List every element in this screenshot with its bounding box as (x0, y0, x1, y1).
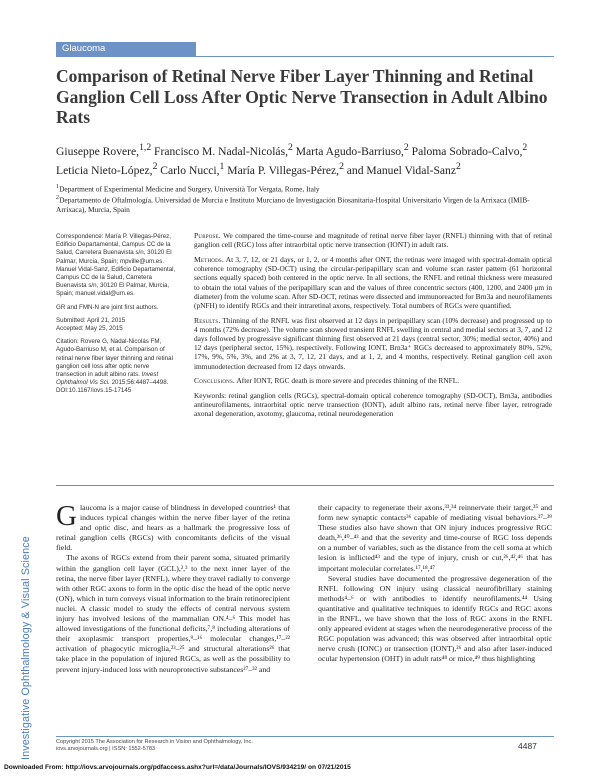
affiliations (56, 183, 556, 215)
abstract-conclusions: Conclusions. After IONT, RGC death is more severe and precedes thinning of the RNFL. (194, 376, 460, 386)
journal-side-label: Investigative Ophthalmology & Visual Science (20, 536, 32, 760)
copyright-footer: Copyright 2015 The Association for Research in Vision and Ophthalmology, Inc. iovs.arvojournals.org | ISSN: 1552-5783 (56, 739, 456, 754)
abstract-results: Results. Thinning of the RNFL was first observed at 12 days in peripapillary scan (10% decrease) and progressed up to 4 months (72% decrease). The volume scan showed transient RNFL swelling in central and medial sectors at 3, 7, and 12 days followed by progressive significant thinning first observed at 21 days (central sector, 30%; medial sector, 40%) and 12 days (peripheral sector, 15%), respectively. Following IONT, Brn3a⁺ RGCs decreased to approximately 80%, 52%, 17%, 9%, 5%, 3%, and 2% at 3, 7, 12, 21 days, and at 1, 2, and 4 months, respectively. Retinal ganglion cell axon immunodetection decreased from 12 days onwards. (194, 315, 552, 371)
body-column-right (318, 503, 552, 665)
affiliation-1: $^1$Department of Experimental Medicine and Surgery, Università Tor Vergata, Rome, Italy (56, 184, 320, 194)
abstract-methods: Methods. At 3, 7, 12, or 21 days, or 1, 2, or 4 months after ONT, the retinas were imaged with spectral-domain optical coherence tomography (SD-OCT) using the circular-peripapillary scan and volume scan raster pattern (61 horizontal sections equally spaced) both centered in the optic nerve. In all sections, the RNFL and retinal thickness were measured to obtain the total values of the peripapillary scan and the values of three concentric sectors (400, 1200, and 2400 μm in diameter) from the volume scan. After SD-OCT, retinas were dissected and immunoreacted for Brn3a and neurofilaments (pNFH) to identify RGCs and their intraretinal axons, respectively. Total numbers of RGCs were quantified. (194, 254, 552, 310)
journal-link[interactable]: iovs.arvojournals.org | ISSN: 1552-5783 (56, 746, 156, 753)
paragraph: Glaucoma is a major cause of blindness in developed countries¹ that induces typical changes within the nerve fiber layer of the retina and optic disc, and hears as a hallmark the progressive loss of retinal ganglion cells (RGCs) with concomitants deficits of the visual field. (56, 500, 290, 553)
drop-cap: G (56, 500, 77, 532)
keywords: Keywords: retinal ganglion cells (RGCs), spectral-domain optical coherence tomography (SD-OCT), Brn3a, antibodies antineurofilaments, intraorbital optic nerve transection (IONT), adult albino rats, retinal nerve fiber layer, retrograde axonal degeneration, axotomy, glaucoma, retinal neurodegeneration (194, 391, 552, 419)
affiliation-2: $^2$Departamento de Oftalmología, Universidad de Murcia e Instituto Murciano de Investigación Biosanitaria-Hospital Universitario Virgen de la Arrixaca (IMIB-Arrixaca), Murcia, Spain (56, 195, 530, 215)
correspondence: Correspondence: María P. Villegas-Pérez, Edificio Departamental, Campus CC de la Salud, Carretera Buenavista s/n, 30120 El Palmar, Murcia, Spain; mpville@um.es. Manuel Vidal-Sanz, Edificio Departamental, Campus CC de la Salud, Carretera Buenavista s/n, 30120 El Palmar, Murcia, Spain; manuel.vidal@um.es. (56, 233, 176, 298)
paragraph: their capacity to regenerate their axons,³³,³⁴ reinnervate their target,³⁵ and form new synaptic contacts³⁶ capable of mediating visual behaviors.³⁷–³⁹ These studies also have shown that ON injury induces progressive RGC death,²⁶,⁴⁰–⁴³ and that the severity and time-course of RGC loss depends on a number of variables, such as the distance from the cell soma at which lesion is inflicted⁴³ and the type of injury, crush or cut,²⁶,⁴²,⁴⁶ that has important molecular correlates.¹⁷,¹⁸,⁴⁷ (318, 503, 552, 573)
footer-rule (56, 736, 554, 737)
body-column-left (56, 500, 290, 675)
page-number: 4487 (518, 741, 537, 751)
download-source-line[interactable]: Downloaded From: http://iovs.arvojournals.org/pdfaccess.ashx?url=/data/Journals/IOVS/934219/ on 07/21/2015 (4, 764, 351, 771)
section-label: Glaucoma (56, 42, 196, 56)
paragraph: The axons of RGCs extend from their parent soma, situated primarily within the ganglion cell layer (GCL),²,³ to the next inner layer of the retina, the nerve fiber layer (RNFL), where they travel radially to converge with other RGC axons to form in the optic disc the head of the optic nerve (ON), which in turn conveys visual information to the brain retinorecipient nuclei. A classic model to study the effects of central nervous system injury has involved lesions of the mammalian ON.⁴–⁶ This model has allowed investigations of the functional deficits,⁷,⁸ including alterations of their axoplasmic transport properties,⁹–¹⁶ molecular changes,¹⁷–²² activation of phagocytic microglia,²³–²⁵ and structural alterations²⁶ that take place in the population of injured RGCs, as well as the possibility to prevent injury-induced loss with neuroprotective substances²⁷–³² and (56, 553, 290, 674)
header-rule (56, 56, 554, 57)
author-list: Giuseppe Rovere,$^{1,2}$ Francisco M. Nadal-Nicolás,$^2$ Marta Agudo-Barriuso,$^2$ Paloma Sobrado-Calvo,$^2$ Leticia Nieto-López,$^2$ Carlo Nucci,$^1$ María P. Villegas-Pérez,$^2$ and Manuel Vidal-Sanz$^2$ (56, 142, 528, 178)
citation: Citation: Rovere G, Nadal-Nicolás FM, Agudo-Barriuso M, et al. Comparison of retinal nerve fiber layer thinning and retinal ganglion cell loss after optic nerve transection in adult albino rats. Invest Ophthalmol Vis Sci. 2015;56:4487–4498. DOI:10.1167/iovs.15-17145 (56, 338, 173, 395)
article-title: Comparison of Retinal Nerve Fiber Layer Thinning and Retinal Ganglion Cell Loss After Optic Nerve Transection in Adult Albino Rats (56, 66, 548, 127)
paragraph: Several studies have documented the progressive degeneration of the RNFL following ON injury using classical neurofibrillary staining methods⁴–⁶ or with antibodies to identify neurofilaments.⁴⁴ Using quantitative and qualitative techniques to identify RGCs and RGC axons in the RNFL, we have shown that the loss of RGC axons in the RNFL only appeared evident at stages when the neurodegenerative process of the RGC population was advanced; this was observed after intraorbital optic nerve crush (IONC) or transection (IONT),²⁶ and also after laser-induced ocular hypertension (OHT) in adult rats⁴⁸ or mice,⁴⁹ thus highlighting (318, 573, 552, 664)
dates: Submitted: April 21, 2015 Accepted: May 25, 2015 (56, 316, 126, 333)
abstract (194, 231, 552, 424)
abstract-purpose: Purpose. We compared the time-course and magnitude of retinal nerve fiber layer (RNFL) thinning with that of retinal ganglion cell (RGC) loss after intraorbital optic nerve transection (IONT) in adult rats. (194, 231, 552, 250)
abstract-rule (56, 485, 554, 486)
joint-authors-note: GR and FMN-N are joint first authors. (56, 303, 159, 311)
article-sidebar (56, 233, 178, 401)
